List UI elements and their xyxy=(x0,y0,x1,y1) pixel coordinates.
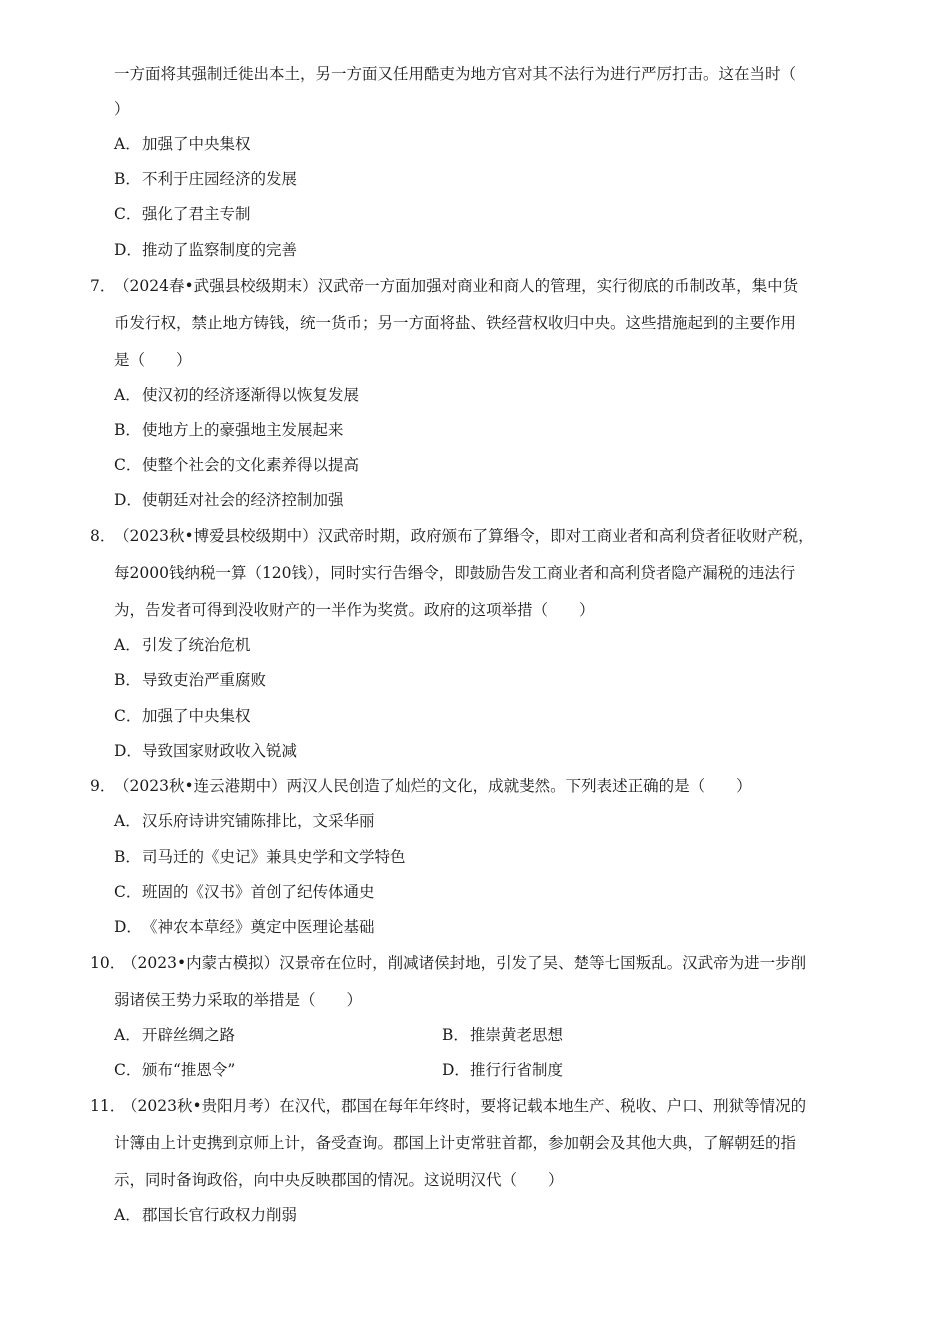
q6-stem-line-1: 一方面将其强制迁徙出本土，另一方面又任用酷吏为地方官对其不法行为进行严厉打击。这在当时（ xyxy=(114,65,797,83)
question-number: 8． xyxy=(90,527,116,545)
option-text: 使汉初的经济逐渐得以恢复发展 xyxy=(142,386,360,404)
option-text: 不利于庄园经济的发展 xyxy=(142,170,298,188)
option-letter: D． xyxy=(114,742,142,760)
q10-option-c[interactable] xyxy=(114,1060,235,1080)
q6-option-b[interactable] xyxy=(114,169,297,189)
q11-stem-line-2: 计簿由上计吏携到京师上计，备受查询。郡国上计吏常驻首都，参加朝会及其他大典，了解朝廷的指 xyxy=(114,1134,797,1152)
option-text: 导致吏治严重腐败 xyxy=(142,671,267,689)
option-letter: D． xyxy=(114,918,142,936)
question-text: （2023秋•博爱县校级期中）汉武帝时期，政府颁布了算缗令，即对工商业者和高利贷者征收财产税， xyxy=(114,527,814,545)
option-letter: A． xyxy=(114,636,141,654)
q9-stem-line-1 xyxy=(90,776,870,796)
option-text: 推动了监察制度的完善 xyxy=(142,241,298,259)
option-text: 导致国家财政收入锐减 xyxy=(142,742,298,760)
option-letter: A． xyxy=(114,135,141,153)
option-letter: A． xyxy=(114,1206,141,1224)
option-text: 使地方上的豪强地主发展起来 xyxy=(142,421,344,439)
option-text: 推行行省制度 xyxy=(470,1061,564,1079)
q8-stem-line-1 xyxy=(90,526,870,546)
question-text: （2023秋•连云港期中）两汉人民创造了灿烂的文化，成就斐然。下列表述正确的是（ ） xyxy=(114,777,752,795)
option-letter: A． xyxy=(114,812,141,830)
q7-stem-line-3: 是（ ） xyxy=(114,351,192,369)
q9-option-d[interactable] xyxy=(114,917,375,937)
q6-option-c[interactable] xyxy=(114,204,251,224)
q9-option-b[interactable] xyxy=(114,847,406,867)
q7-option-d[interactable] xyxy=(114,490,344,510)
option-text: 使整个社会的文化素养得以提高 xyxy=(142,456,360,474)
option-letter: A． xyxy=(114,386,141,404)
q10-option-d[interactable] xyxy=(442,1060,563,1080)
question-number: 9． xyxy=(90,777,116,795)
q8-option-a[interactable] xyxy=(114,635,251,655)
q10-stem-line-1 xyxy=(90,953,870,973)
q8-stem-line-3: 为，告发者可得到没收财产的一半作为奖赏。政府的这项举措（ ） xyxy=(114,601,595,619)
option-letter: B． xyxy=(114,170,141,188)
q10-stem-line-2: 弱诸侯王势力采取的举措是（ ） xyxy=(114,991,363,1009)
q6-option-d[interactable] xyxy=(114,240,297,260)
question-number: 10． xyxy=(90,954,126,972)
question-text: （2024春•武强县校级期末）汉武帝一方面加强对商业和商人的管理，实行彻底的币制改革，集中货 xyxy=(114,277,799,295)
option-text: 汉乐府诗讲究铺陈排比，文采华丽 xyxy=(142,812,375,830)
option-letter: B． xyxy=(114,421,141,439)
q6-option-a[interactable] xyxy=(114,134,251,154)
question-text: （2023•内蒙古模拟）汉景帝在位时，削减诸侯封地，引发了吴、楚等七国叛乱。汉武帝为进一步削 xyxy=(122,954,807,972)
q8-option-d[interactable] xyxy=(114,741,297,761)
q6-stem-line-2: ） xyxy=(114,100,130,118)
q8-option-b[interactable] xyxy=(114,670,266,690)
option-letter: B． xyxy=(114,671,141,689)
option-text: 班固的《汉书》首创了纪传体通史 xyxy=(142,883,375,901)
option-text: 引发了统治危机 xyxy=(142,636,251,654)
option-letter: C． xyxy=(114,1061,142,1079)
option-text: 加强了中央集权 xyxy=(142,707,251,725)
option-text: 《神农本草经》奠定中医理论基础 xyxy=(142,918,375,936)
option-text: 郡国长官行政权力削弱 xyxy=(142,1206,298,1224)
option-letter: D． xyxy=(442,1061,470,1079)
q11-stem-line-1 xyxy=(90,1096,870,1116)
question-number: 11． xyxy=(90,1097,126,1115)
q11-option-a[interactable] xyxy=(114,1205,297,1225)
option-text: 开辟丝绸之路 xyxy=(142,1026,236,1044)
q7-option-c[interactable] xyxy=(114,455,359,475)
option-text: 强化了君主专制 xyxy=(142,205,251,223)
option-text: 颁布“推恩令” xyxy=(142,1061,236,1079)
q9-option-c[interactable] xyxy=(114,882,375,902)
option-letter: C． xyxy=(114,456,142,474)
q7-stem-line-2: 币发行权，禁止地方铸钱，统一货币；另一方面将盐、铁经营权收归中央。这些措施起到的主要作用 xyxy=(114,314,797,332)
q8-stem-line-2: 每2000钱纳税一算（120钱），同时实行告缗令，即鼓励告发工商业者和高利贷者隐产漏税的违法行 xyxy=(114,564,796,582)
question-text: （2023秋•贵阳月考）在汉代，郡国在每年年终时，要将记载本地生产、税收、户口、刑狱等情况的 xyxy=(122,1097,807,1115)
option-text: 推崇黄老思想 xyxy=(470,1026,564,1044)
option-text: 加强了中央集权 xyxy=(142,135,251,153)
q10-option-b[interactable] xyxy=(442,1025,563,1045)
option-letter: B． xyxy=(114,848,141,866)
q9-option-a[interactable] xyxy=(114,811,375,831)
option-text: 使朝廷对社会的经济控制加强 xyxy=(142,491,344,509)
q7-stem-line-1 xyxy=(90,276,870,296)
option-letter: C． xyxy=(114,707,142,725)
q10-option-a[interactable] xyxy=(114,1025,235,1045)
q7-option-b[interactable] xyxy=(114,420,344,440)
option-letter: A． xyxy=(114,1026,141,1044)
option-letter: D． xyxy=(114,491,142,509)
option-letter: C． xyxy=(114,883,142,901)
q11-stem-line-3: 示，同时备询政俗，向中央反映郡国的情况。这说明汉代（ ） xyxy=(114,1171,564,1189)
question-number: 7． xyxy=(90,277,116,295)
option-text: 司马迁的《史记》兼具史学和文学特色 xyxy=(142,848,406,866)
q7-option-a[interactable] xyxy=(114,385,359,405)
option-letter: B． xyxy=(442,1026,469,1044)
q8-option-c[interactable] xyxy=(114,706,251,726)
option-letter: D． xyxy=(114,241,142,259)
option-letter: C． xyxy=(114,205,142,223)
